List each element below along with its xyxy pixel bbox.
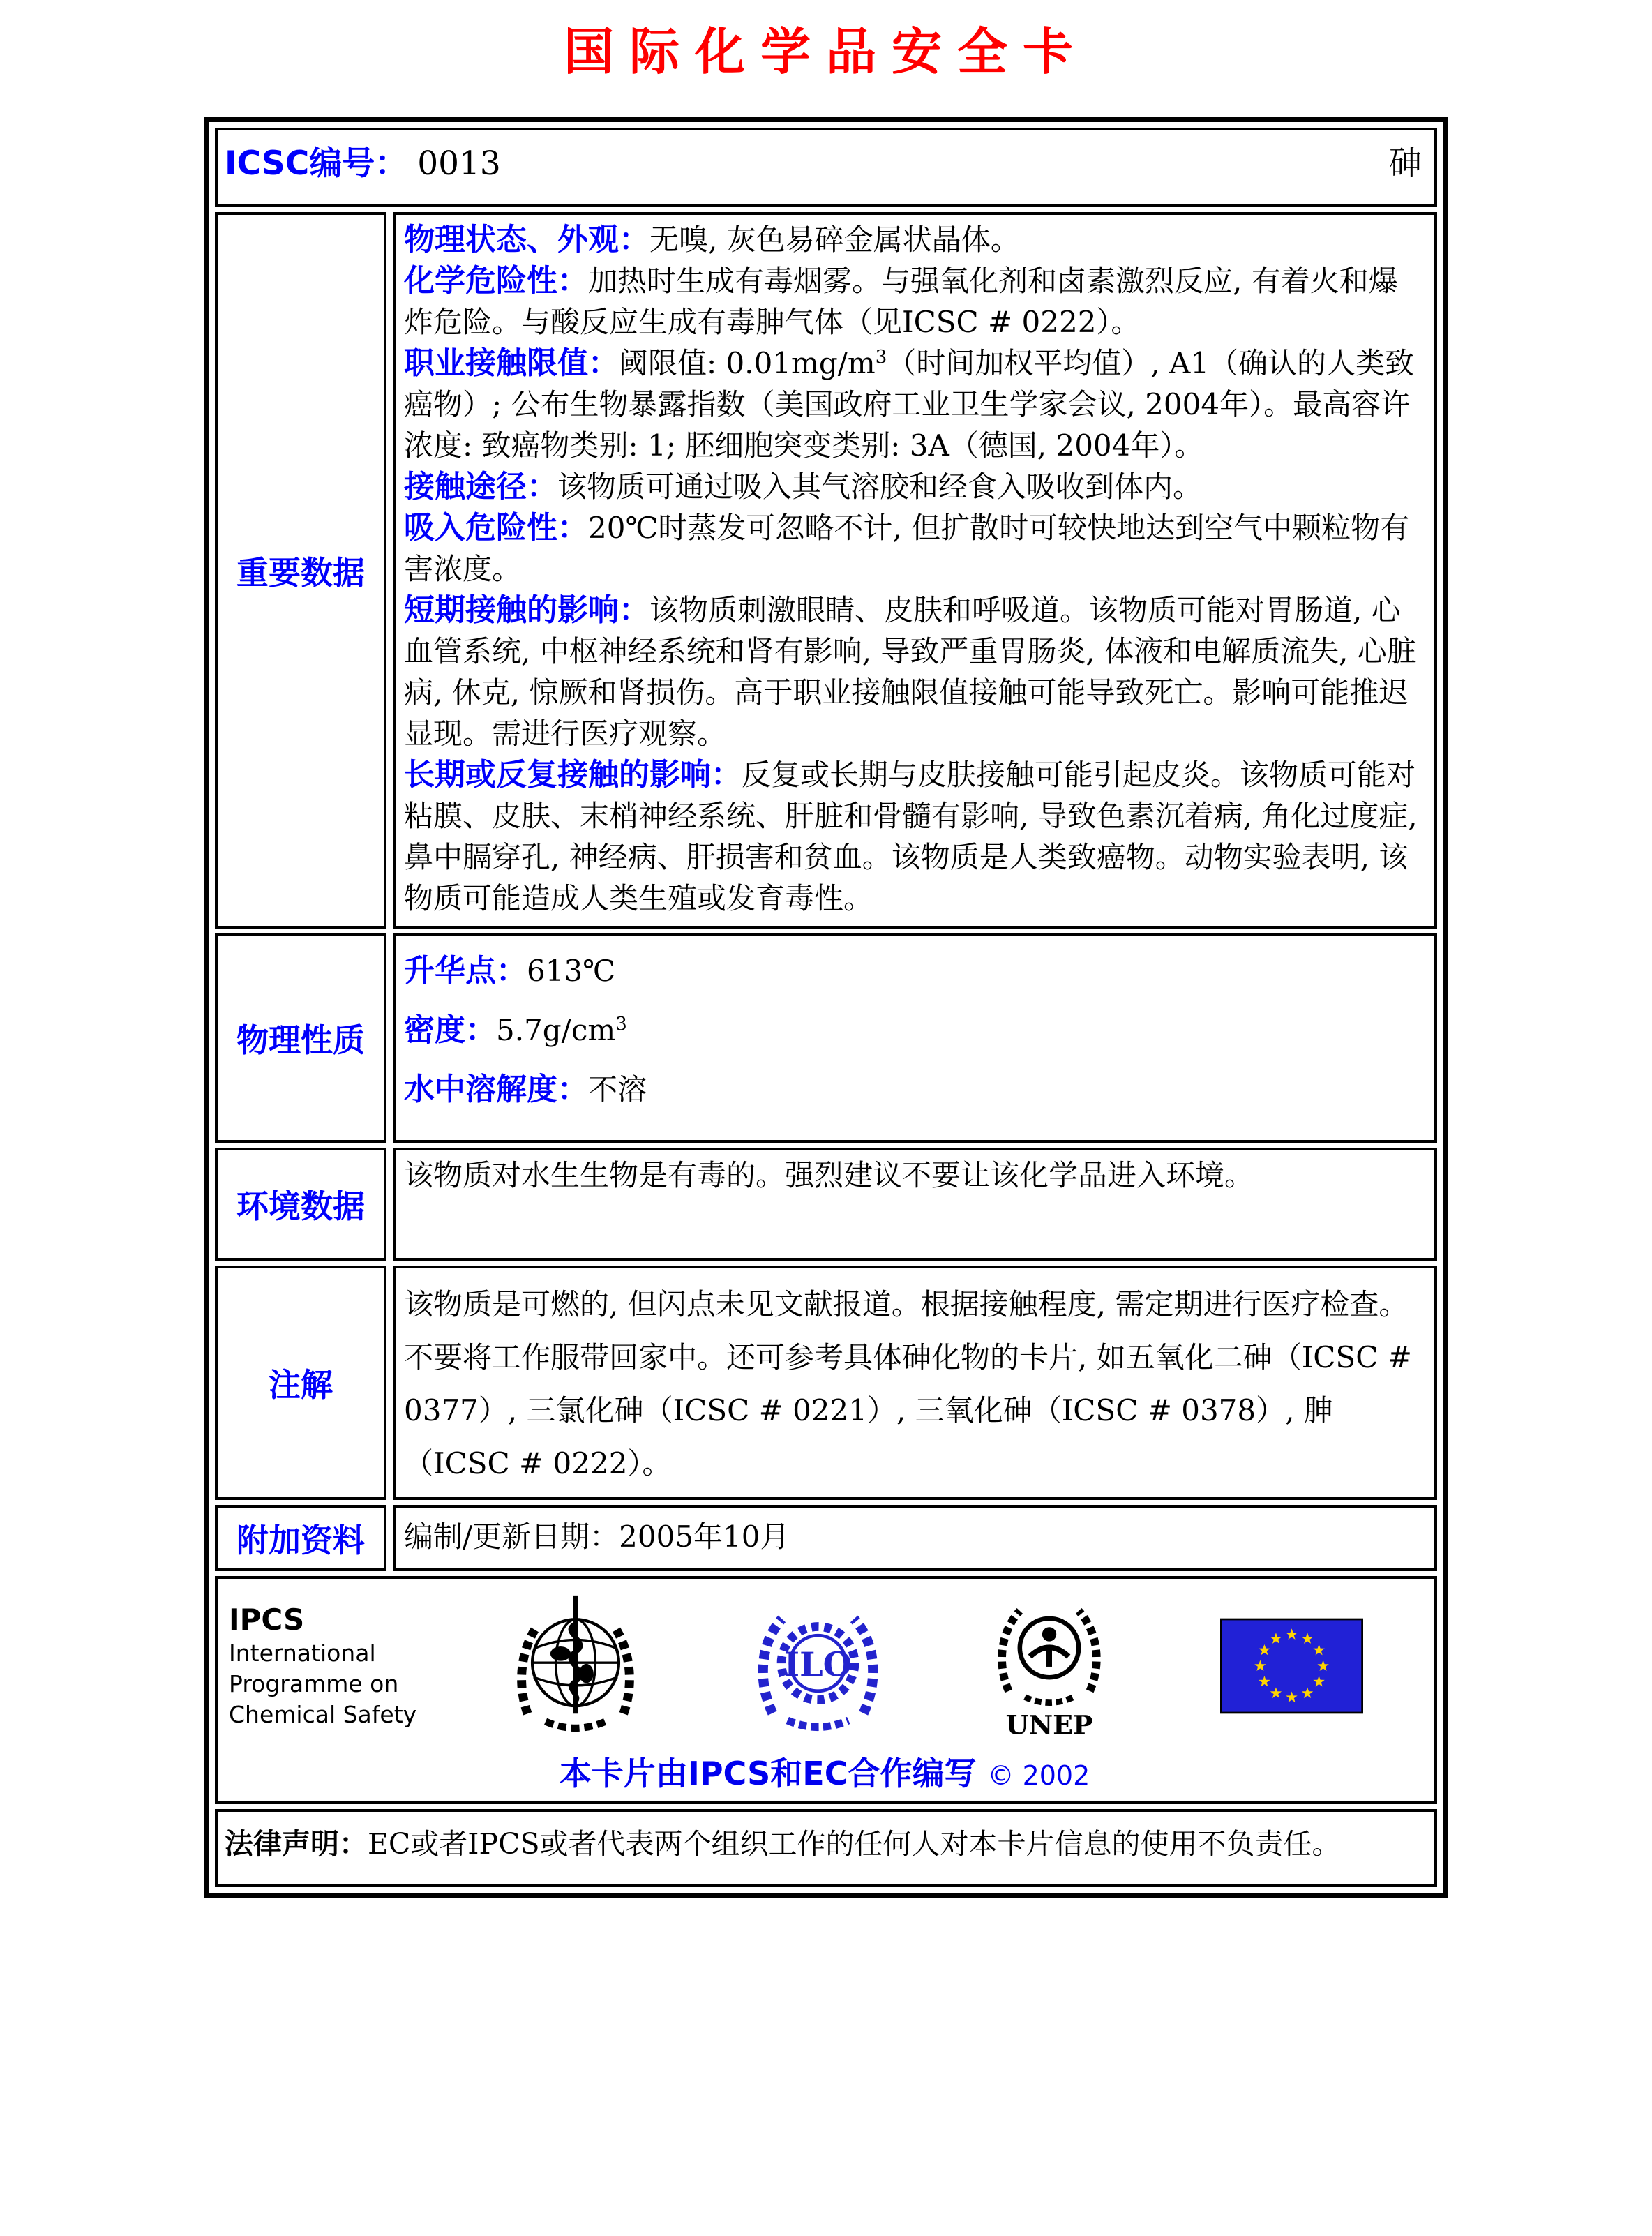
- field-text: 613℃: [527, 954, 616, 989]
- unep-logo-icon: [993, 1587, 1105, 1744]
- logos-row: [215, 1576, 1437, 1804]
- paragraph-physical-state: [404, 219, 1425, 260]
- section-important-data: [215, 212, 1437, 929]
- field-text: （时间加权平均值）, A1（确认的人类致癌物）; 公布生物暴露指数（美国政府工业卫生学家会议, 2004年）。最高容许浓度: 致癌物类别: 1; 胚细胞突变类别: 3A（德国, 2004年）。: [404, 346, 1415, 463]
- environmental-data-content: [393, 1148, 1437, 1261]
- section-environmental-data: [215, 1148, 1437, 1261]
- icsc-card: [204, 117, 1448, 1898]
- paragraph-exposure-routes: [404, 466, 1425, 507]
- cooperation-caption: [229, 1748, 1420, 1794]
- field-text: 5.7g/cm: [496, 1013, 616, 1048]
- section-additional-info: [215, 1505, 1437, 1571]
- physical-properties-content: [393, 933, 1437, 1143]
- paragraph-chemical-danger: [404, 260, 1425, 343]
- eu-flag-icon: [1220, 1617, 1363, 1715]
- icsc-header-row: [215, 128, 1437, 207]
- field-label: 升华点：: [404, 953, 527, 989]
- field-text: 该物质刺激眼睛、皮肤和呼吸道。该物质可能对胃肠道, 心血管系统, 中枢神经系统和肾有影响, 导致严重胃肠炎, 体液和电解质流失, 心脏病, 休克, 惊厥和肾损伤。高于职业接触限值接触可能导致死亡。影响可能推迟显现。需进行医疗观察。: [404, 593, 1416, 751]
- field-text: 阈限值: 0.01mg/m: [619, 346, 876, 381]
- row-label-notes: 注解: [215, 1266, 386, 1500]
- field-label: 长期或反复接触的影响：: [404, 757, 742, 793]
- paragraph-long-term-effects: [404, 754, 1425, 919]
- ipcs-text-block: [229, 1602, 452, 1730]
- important-data-content: [393, 212, 1437, 929]
- page-title: 国际化学品安全卡: [563, 22, 1088, 81]
- unep-caption: UNEP: [1005, 1709, 1093, 1741]
- field-label: 职业接触限值：: [404, 345, 619, 382]
- superscript: 3: [875, 347, 887, 368]
- field-label: 密度：: [404, 1012, 496, 1049]
- copyright-text: © 2002: [987, 1760, 1090, 1792]
- row-label-additional-info: 附加资料: [215, 1505, 386, 1571]
- environment-text: 该物质对水生生物是有毒的。强烈建议不要让该化学品进入环境。: [404, 1158, 1254, 1193]
- field-text: 反复或长期与皮肤接触可能引起皮炎。该物质可能对粘膜、皮肤、末梢神经系统、肝脏和骨髓有影响, 导致色素沉着病, 角化过度症, 鼻中膈穿孔, 神经病、肝损害和贫血。该物质是人类致癌物。动物实验表明, 该物质可能造成人类生殖或发育毒性。: [404, 758, 1418, 916]
- who-logo-icon: [509, 1591, 642, 1741]
- paragraph-inhalation-risk: [404, 507, 1425, 590]
- field-text: 加热时生成有毒烟雾。与强氧化剂和卤素激烈反应, 有着火和爆炸危险。与酸反应生成有毒胂气体（见ICSC # 0222）。: [404, 264, 1398, 340]
- physical-density: [404, 1010, 1425, 1051]
- field-text: 不溶: [588, 1072, 647, 1107]
- field-label: 水中溶解度：: [404, 1072, 588, 1108]
- ipcs-line2: Programme on: [229, 1670, 399, 1697]
- paragraph-short-term-effects: [404, 590, 1425, 754]
- field-text: 无嗅, 灰色易碎金属状晶体。: [649, 223, 1020, 257]
- ipcs-line1: International: [229, 1639, 376, 1667]
- physical-sublimation-point: [404, 950, 1425, 991]
- row-label-physical-properties: 物理性质: [215, 933, 386, 1143]
- field-text: 20℃时蒸发可忽略不计, 但扩散时可较快地达到空气中颗粒物有害浓度。: [404, 511, 1410, 587]
- field-text: 2005年10月: [619, 1520, 790, 1554]
- ilo-letters: ILO: [783, 1645, 852, 1685]
- physical-water-solubility: [404, 1069, 1425, 1110]
- ipcs-line3: Chemical Safety: [229, 1700, 417, 1728]
- field-label: 编制/更新日期：: [404, 1520, 620, 1554]
- section-physical-properties: [215, 933, 1437, 1143]
- legal-label: 法律声明：: [225, 1827, 368, 1861]
- field-label: 短期接触的影响：: [404, 592, 649, 629]
- additional-update-date: [404, 1516, 1425, 1557]
- superscript: 3: [615, 1014, 627, 1035]
- caption-text: 本卡片由IPCS和EC合作编写: [559, 1755, 977, 1793]
- icsc-number-label: ICSC编号：: [225, 144, 408, 183]
- ipcs-acronym: IPCS: [229, 1602, 305, 1637]
- legal-text: EC或者IPCS或者代表两个组织工作的任何人对本卡片信息的使用不负责任。: [368, 1827, 1341, 1861]
- field-label: 化学危险性：: [404, 263, 588, 299]
- paragraph-occupational-limits: [404, 343, 1425, 466]
- field-label: 吸入危险性：: [404, 510, 588, 546]
- icsc-number-value: 0013: [417, 144, 501, 183]
- row-label-environmental-data: 环境数据: [215, 1148, 386, 1261]
- additional-info-content: [393, 1505, 1437, 1571]
- field-text: 该物质可通过吸入其气溶胶和经食入吸收到体内。: [557, 470, 1203, 504]
- chemical-name: 砷: [1389, 144, 1422, 183]
- ilo-logo-icon: [757, 1593, 879, 1739]
- notes-content: [393, 1266, 1437, 1500]
- section-notes: [215, 1266, 1437, 1500]
- legal-notice-row: [215, 1809, 1437, 1886]
- notes-text: 该物质是可燃的, 但闪点未见文献报道。根据接触程度, 需定期进行医疗检查。不要将工作服带回家中。还可参考具体砷化物的卡片, 如五氧化二砷（ICSC # 0377）, 三氯化砷（ICSC # 0221）, 三氧化砷（ICSC # 0378）, 胂（ICSC # 0222）。: [404, 1287, 1412, 1481]
- row-label-important-data: 重要数据: [215, 212, 386, 929]
- field-label: 物理状态、外观：: [404, 222, 649, 258]
- field-label: 接触途径：: [404, 469, 557, 505]
